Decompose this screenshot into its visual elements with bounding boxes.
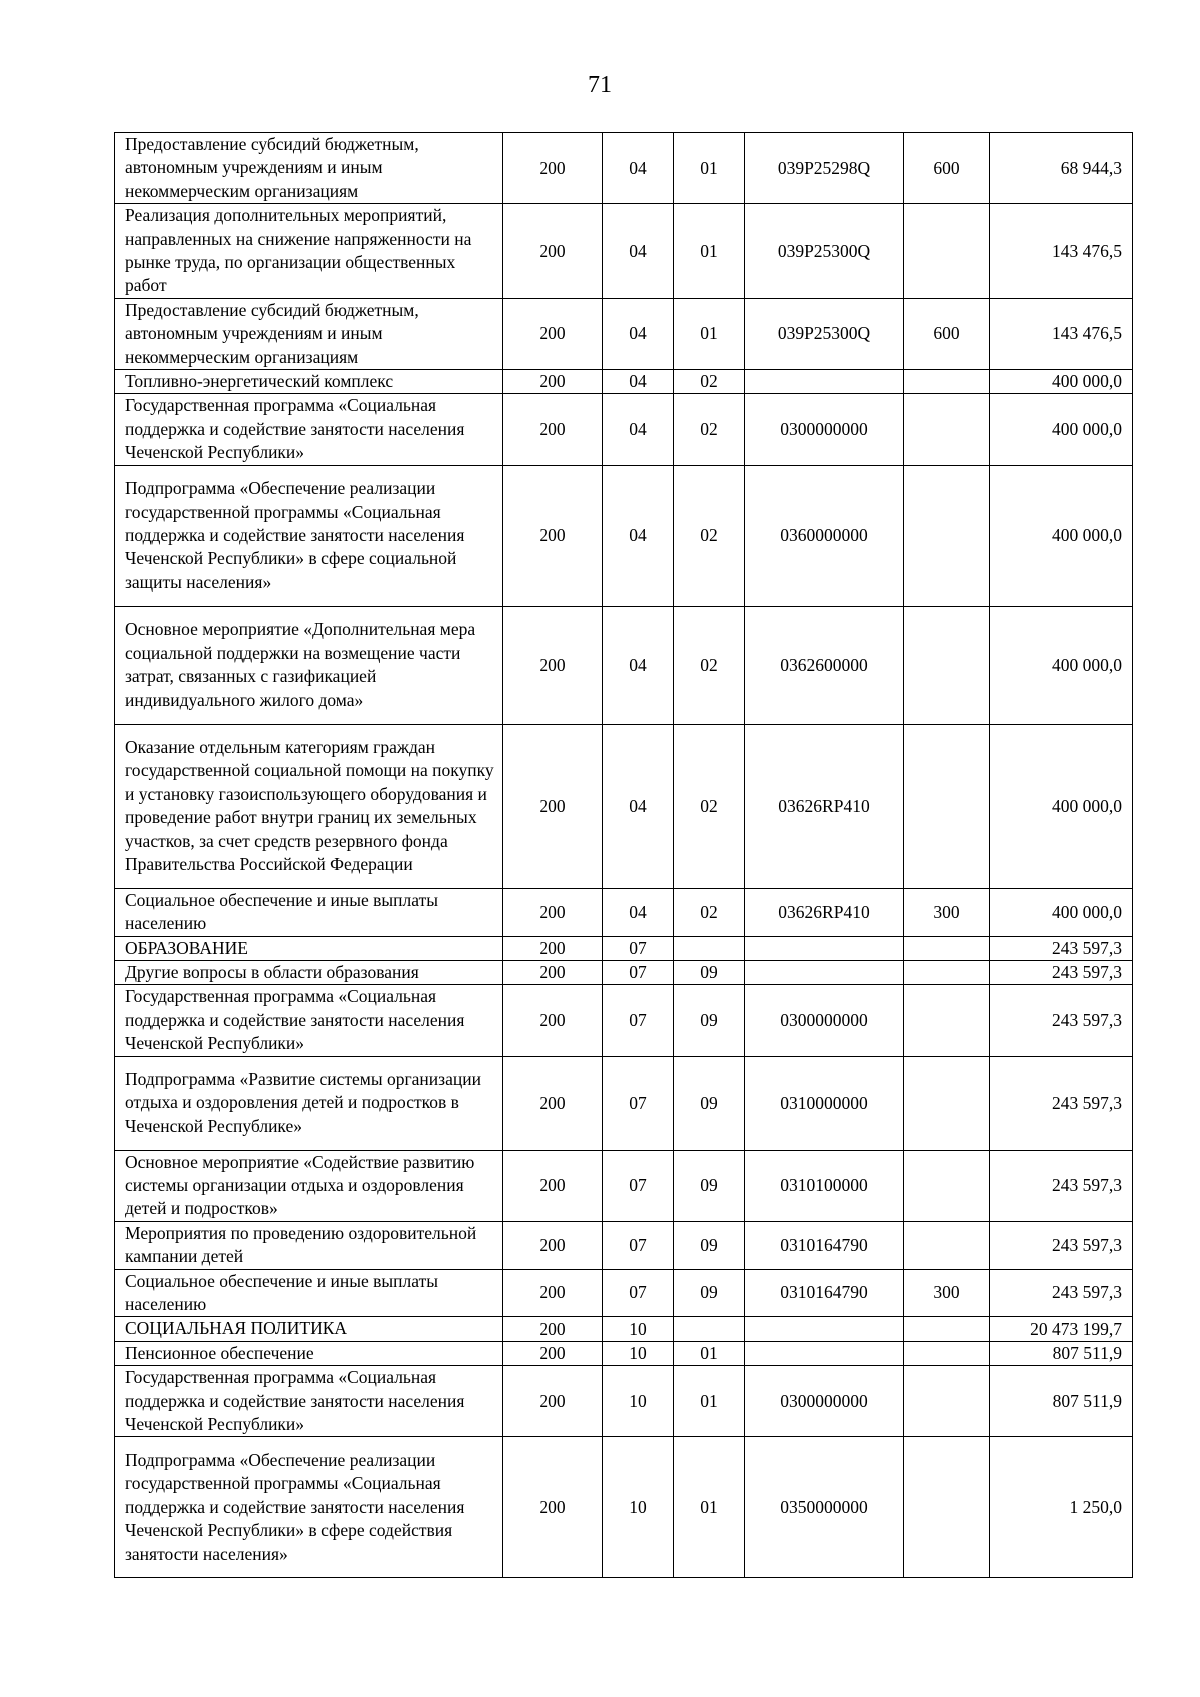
row-name-cell: Подпрограмма «Обеспечение реализации государственной программы «Социальная поддержка и содействие занятости населения Чеченской Республики» в сфере содействия занятости населения» [115, 1437, 503, 1578]
table-row [115, 960, 1133, 984]
row-section-cell: 10 [603, 1341, 674, 1365]
row-expense-type-cell: 300 [904, 1269, 990, 1317]
row-amount-cell: 243 597,3 [990, 1150, 1133, 1221]
table-row [115, 204, 1133, 299]
row-subsection-cell: 09 [674, 1269, 745, 1317]
row-target-article-cell: 0350000000 [745, 1437, 904, 1578]
row-target-article-cell: 039P25300Q [745, 298, 904, 369]
table-row [115, 465, 1133, 606]
row-section-cell: 04 [603, 724, 674, 888]
row-expense-type-cell [904, 1317, 990, 1341]
row-section-cell: 04 [603, 465, 674, 606]
row-expense-type-cell [904, 370, 990, 394]
row-subsection-cell: 09 [674, 960, 745, 984]
row-amount-cell: 400 000,0 [990, 394, 1133, 465]
row-expense-type-cell: 600 [904, 298, 990, 369]
row-target-article-cell: 0300000000 [745, 1366, 904, 1437]
row-subsection-cell: 02 [674, 724, 745, 888]
row-grbs-cell: 200 [503, 985, 603, 1056]
page-number: 71 [588, 72, 612, 98]
row-grbs-cell: 200 [503, 394, 603, 465]
row-amount-cell: 807 511,9 [990, 1341, 1133, 1365]
row-target-article-cell: 0360000000 [745, 465, 904, 606]
row-name-cell: Мероприятия по проведению оздоровительной кампании детей [115, 1221, 503, 1269]
row-name-cell: Социальное обеспечение и иные выплаты населению [115, 888, 503, 936]
row-target-article-cell: 0310100000 [745, 1150, 904, 1221]
row-section-cell: 04 [603, 394, 674, 465]
row-section-cell: 04 [603, 133, 674, 204]
row-amount-cell: 68 944,3 [990, 133, 1133, 204]
row-amount-cell: 243 597,3 [990, 960, 1133, 984]
row-expense-type-cell [904, 724, 990, 888]
row-expense-type-cell [904, 394, 990, 465]
row-name-cell: Государственная программа «Социальная поддержка и содействие занятости населения Чеченской Республики» [115, 394, 503, 465]
table-row [115, 1056, 1133, 1150]
row-name-cell: ОБРАЗОВАНИЕ [115, 936, 503, 960]
row-subsection-cell: 09 [674, 1056, 745, 1150]
row-amount-cell: 243 597,3 [990, 1269, 1133, 1317]
row-expense-type-cell [904, 1221, 990, 1269]
row-target-article-cell: 03626RP410 [745, 888, 904, 936]
row-target-article-cell: 039P25298Q [745, 133, 904, 204]
row-expense-type-cell: 300 [904, 888, 990, 936]
row-subsection-cell: 09 [674, 1150, 745, 1221]
row-grbs-cell: 200 [503, 133, 603, 204]
row-grbs-cell: 200 [503, 1056, 603, 1150]
table-row [115, 936, 1133, 960]
row-subsection-cell: 02 [674, 606, 745, 724]
row-section-cell: 04 [603, 204, 674, 299]
row-expense-type-cell [904, 1056, 990, 1150]
row-grbs-cell: 200 [503, 465, 603, 606]
row-subsection-cell: 01 [674, 204, 745, 299]
row-name-cell: Предоставление субсидий бюджетным, автономным учреждениям и иным некоммерческим организациям [115, 298, 503, 369]
table-row [115, 370, 1133, 394]
row-name-cell: Предоставление субсидий бюджетным, автономным учреждениям и иным некоммерческим организациям [115, 133, 503, 204]
row-grbs-cell: 200 [503, 1221, 603, 1269]
budget-table [114, 132, 1133, 1578]
row-amount-cell: 243 597,3 [990, 1221, 1133, 1269]
row-target-article-cell [745, 1317, 904, 1341]
row-name-cell: Подпрограмма «Развитие системы организации отдыха и оздоровления детей и подростков в Чеченской Республике» [115, 1056, 503, 1150]
row-grbs-cell: 200 [503, 1269, 603, 1317]
row-target-article-cell: 0310164790 [745, 1221, 904, 1269]
row-section-cell: 04 [603, 606, 674, 724]
row-subsection-cell: 02 [674, 888, 745, 936]
row-subsection-cell [674, 936, 745, 960]
row-target-article-cell: 0300000000 [745, 394, 904, 465]
row-subsection-cell: 01 [674, 1366, 745, 1437]
row-amount-cell: 20 473 199,7 [990, 1317, 1133, 1341]
row-target-article-cell: 0362600000 [745, 606, 904, 724]
row-expense-type-cell [904, 936, 990, 960]
table-row [115, 1437, 1133, 1578]
table-row [115, 888, 1133, 936]
row-grbs-cell: 200 [503, 1366, 603, 1437]
row-expense-type-cell [904, 985, 990, 1056]
row-expense-type-cell [904, 1366, 990, 1437]
row-expense-type-cell [904, 960, 990, 984]
row-amount-cell: 400 000,0 [990, 724, 1133, 888]
row-subsection-cell: 09 [674, 1221, 745, 1269]
row-subsection-cell: 01 [674, 298, 745, 369]
row-section-cell: 07 [603, 985, 674, 1056]
row-section-cell: 07 [603, 1221, 674, 1269]
row-subsection-cell: 02 [674, 465, 745, 606]
row-section-cell: 04 [603, 298, 674, 369]
row-amount-cell: 243 597,3 [990, 936, 1133, 960]
row-name-cell: Пенсионное обеспечение [115, 1341, 503, 1365]
row-name-cell: Государственная программа «Социальная поддержка и содействие занятости населения Чеченской Республики» [115, 985, 503, 1056]
row-amount-cell: 143 476,5 [990, 298, 1133, 369]
table-row [115, 1269, 1133, 1317]
row-amount-cell: 243 597,3 [990, 985, 1133, 1056]
table-row [115, 985, 1133, 1056]
row-section-cell: 07 [603, 936, 674, 960]
table-row [115, 394, 1133, 465]
row-name-cell: СОЦИАЛЬНАЯ ПОЛИТИКА [115, 1317, 503, 1341]
row-amount-cell: 400 000,0 [990, 888, 1133, 936]
row-section-cell: 07 [603, 1150, 674, 1221]
row-amount-cell: 1 250,0 [990, 1437, 1133, 1578]
row-target-article-cell [745, 936, 904, 960]
row-amount-cell: 243 597,3 [990, 1056, 1133, 1150]
row-name-cell: Основное мероприятие «Дополнительная мера социальной поддержки на возмещение части затрат, связанных с газификацией индивидуального жилого дома» [115, 606, 503, 724]
budget-table-body [115, 133, 1133, 1578]
row-subsection-cell: 02 [674, 394, 745, 465]
row-grbs-cell: 200 [503, 1437, 603, 1578]
row-section-cell: 10 [603, 1317, 674, 1341]
table-row [115, 1366, 1133, 1437]
row-expense-type-cell [904, 606, 990, 724]
row-target-article-cell: 03626RP410 [745, 724, 904, 888]
row-name-cell: Государственная программа «Социальная поддержка и содействие занятости населения Чеченской Республики» [115, 1366, 503, 1437]
row-expense-type-cell: 600 [904, 133, 990, 204]
row-subsection-cell: 01 [674, 1341, 745, 1365]
table-row [115, 606, 1133, 724]
row-grbs-cell: 200 [503, 936, 603, 960]
row-section-cell: 04 [603, 370, 674, 394]
row-grbs-cell: 200 [503, 298, 603, 369]
row-amount-cell: 400 000,0 [990, 370, 1133, 394]
row-expense-type-cell [904, 1437, 990, 1578]
row-name-cell: Топливно-энергетический комплекс [115, 370, 503, 394]
row-target-article-cell [745, 370, 904, 394]
table-row [115, 724, 1133, 888]
row-subsection-cell: 02 [674, 370, 745, 394]
row-expense-type-cell [904, 465, 990, 606]
table-row [115, 1221, 1133, 1269]
row-section-cell: 10 [603, 1437, 674, 1578]
row-grbs-cell: 200 [503, 370, 603, 394]
row-target-article-cell: 039P25300Q [745, 204, 904, 299]
row-target-article-cell: 0310164790 [745, 1269, 904, 1317]
row-grbs-cell: 200 [503, 606, 603, 724]
row-name-cell: Реализация дополнительных мероприятий, направленных на снижение напряженности на рынке труда, по организации общественных работ [115, 204, 503, 299]
table-row [115, 1150, 1133, 1221]
table-row [115, 133, 1133, 204]
table-row [115, 1317, 1133, 1341]
row-grbs-cell: 200 [503, 960, 603, 984]
row-amount-cell: 400 000,0 [990, 465, 1133, 606]
row-target-article-cell [745, 960, 904, 984]
row-subsection-cell: 09 [674, 985, 745, 1056]
row-amount-cell: 400 000,0 [990, 606, 1133, 724]
row-subsection-cell: 01 [674, 133, 745, 204]
row-name-cell: Оказание отдельным категориям граждан государственной социальной помощи на покупку и установку газоиспользующего оборудования и проведение работ внутри границ их земельных участков, за счет средств резервного фонда Правительства Российской Федерации [115, 724, 503, 888]
row-grbs-cell: 200 [503, 724, 603, 888]
row-section-cell: 07 [603, 1056, 674, 1150]
row-expense-type-cell [904, 1341, 990, 1365]
row-name-cell: Подпрограмма «Обеспечение реализации государственной программы «Социальная поддержка и содействие занятости населения Чеченской Республики» в сфере социальной защиты населения» [115, 465, 503, 606]
row-expense-type-cell [904, 204, 990, 299]
row-grbs-cell: 200 [503, 1341, 603, 1365]
row-subsection-cell [674, 1317, 745, 1341]
row-amount-cell: 143 476,5 [990, 204, 1133, 299]
row-grbs-cell: 200 [503, 1317, 603, 1341]
row-section-cell: 04 [603, 888, 674, 936]
row-section-cell: 07 [603, 1269, 674, 1317]
row-grbs-cell: 200 [503, 204, 603, 299]
table-row [115, 1341, 1133, 1365]
row-grbs-cell: 200 [503, 1150, 603, 1221]
row-name-cell: Основное мероприятие «Содействие развитию системы организации отдыха и оздоровления детей и подростков» [115, 1150, 503, 1221]
row-name-cell: Социальное обеспечение и иные выплаты населению [115, 1269, 503, 1317]
row-grbs-cell: 200 [503, 888, 603, 936]
row-name-cell: Другие вопросы в области образования [115, 960, 503, 984]
row-subsection-cell: 01 [674, 1437, 745, 1578]
row-target-article-cell: 0300000000 [745, 985, 904, 1056]
row-expense-type-cell [904, 1150, 990, 1221]
row-target-article-cell [745, 1341, 904, 1365]
row-amount-cell: 807 511,9 [990, 1366, 1133, 1437]
row-target-article-cell: 0310000000 [745, 1056, 904, 1150]
row-section-cell: 07 [603, 960, 674, 984]
row-section-cell: 10 [603, 1366, 674, 1437]
table-row [115, 298, 1133, 369]
